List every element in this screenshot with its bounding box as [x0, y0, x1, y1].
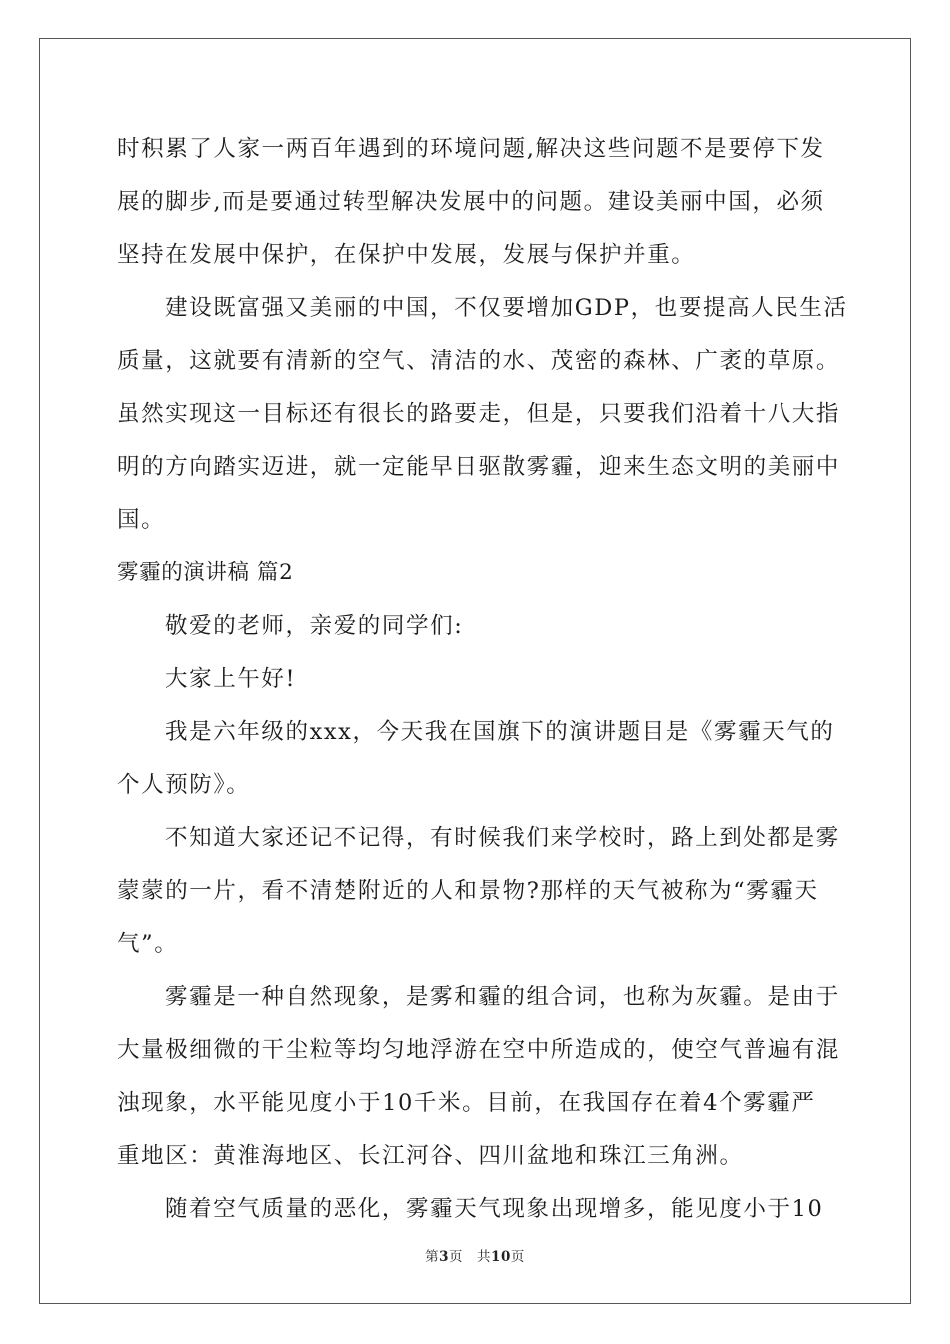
text-line: 气”。: [117, 931, 179, 957]
section-title: 雾霾的演讲稿 篇2: [117, 560, 294, 585]
total-prefix: 共: [477, 1249, 492, 1265]
text-line: 大量极细微的干尘粒等均匀地浮游在空中所造成的，使空气普遍有混: [117, 1037, 841, 1063]
paragraph-start-line: 我是六年级的xxx，今天我在国旗下的演讲题目是《雾霾天气的: [165, 719, 835, 745]
text-line: 虽然实现这一目标还有很长的路要走，但是，只要我们沿着十八大指: [117, 401, 841, 427]
page-current: 3: [439, 1249, 450, 1265]
paragraph-start-line: 雾霾是一种自然现象，是雾和霾的组合词，也称为灰霾。是由于: [165, 984, 840, 1010]
document-body: [117, 127, 848, 1240]
text-line: 重地区：黄淮海地区、长江河谷、四川盆地和珠江三角洲。: [117, 1143, 744, 1169]
text-line: 坚持在发展中保护，在保护中发展，发展与保护并重。: [117, 242, 696, 268]
salutation-line: 敬爱的老师，亲爱的同学们:: [165, 613, 464, 639]
total-unit: 页: [510, 1249, 525, 1265]
text-line: 个人预防》。: [117, 772, 251, 798]
page-unit: 页: [449, 1249, 464, 1265]
page-prefix: 第: [425, 1249, 440, 1265]
greeting-line: 大家上午好!: [165, 666, 297, 692]
paragraph-start-line: 随着空气质量的恶化，雾霾天气现象出现增多，能见度小于10: [165, 1196, 824, 1222]
text-line: 国。: [117, 507, 166, 533]
page-footer: [0, 1245, 950, 1265]
text-line: 质量，这就要有清新的空气、清洁的水、茂密的森林、广袤的草原。: [117, 348, 841, 374]
text-line: 浊现象，水平能见度小于10千米。目前，在我国存在着4个雾霾严: [117, 1090, 816, 1116]
text-line: 时积累了人家一两百年遇到的环境问题,解决这些问题不是要停下发: [117, 136, 825, 162]
paragraph-start-line: 建设既富强又美丽的中国，不仅要增加GDP，也要提高人民生活: [165, 295, 848, 321]
page-total: 10: [491, 1249, 511, 1265]
text-line: 蒙蒙的一片，看不清楚附近的人和景物?那样的天气被称为“雾霾天: [117, 878, 819, 904]
text-line: 展的脚步,而是要通过转型解决发展中的问题。建设美丽中国，必须: [117, 189, 825, 215]
paragraph-start-line: 不知道大家还记不记得，有时候我们来学校时，路上到处都是雾: [165, 825, 840, 851]
text-line: 明的方向踏实迈进，就一定能早日驱散雾霾，迎来生态文明的美丽中: [117, 454, 841, 480]
